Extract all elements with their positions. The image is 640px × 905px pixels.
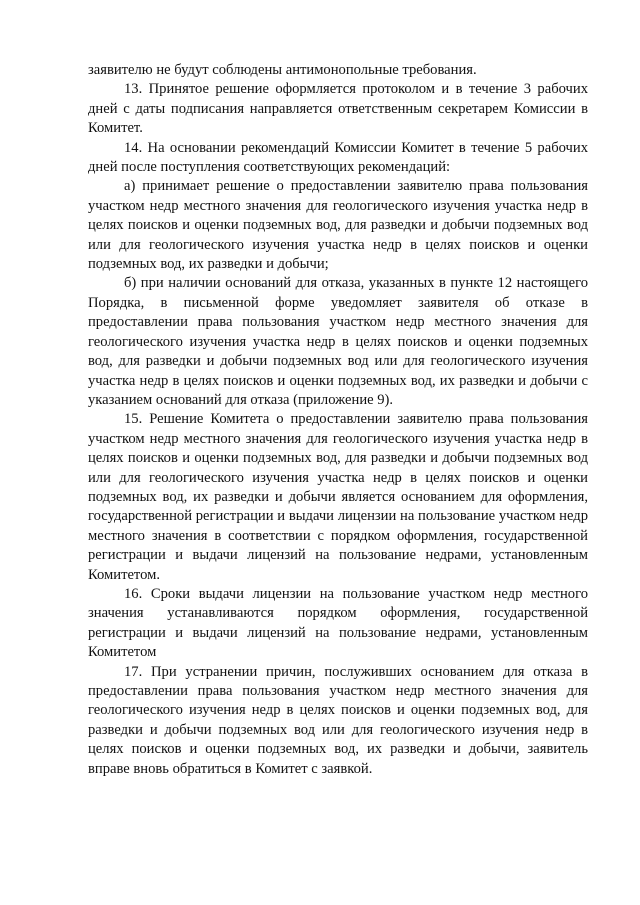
paragraph-14-b: б) при наличии оснований для отказа, указанных в пункте 12 настоящего Порядка, в письменной форме уведомляет заявителя об отказе в предоставлении права пользования участком недр местного значения для геологического изучения участка недр в целях поисков и оценки подземных вод, для разведки и добычи подземных вод или для геологического изучения участка недр в целях поисков и оценки подземных вод, их разведки и добычи с указанием оснований для отказа (приложение 9). (88, 275, 588, 408)
paragraph-14: 14. На основании рекомендаций Комиссии Комитет в течение 5 рабочих дней после поступления соответствующих рекомендаций: (88, 139, 588, 176)
paragraph-16: 16. Сроки выдачи лицензии на пользование участком недр местного значения устанавливаются порядком оформления, государственной регистрации и выдачи лицензий на пользование недрами, установленным Комитетом (88, 585, 588, 661)
paragraph-continuation: заявителю не будут соблюдены антимонопольные требования. (88, 62, 477, 78)
paragraph-15: 15. Решение Комитета о предоставлении заявителю права пользования участком недр местного значения для геологического изучения участка недр в целях поисков и оценки подземных вод, для разведки и добычи подземных вод или для геологического изучения участка недр в целях поисков и оценки подземных вод, их разведки и добычи является основанием для оформления, государственной регистрации и выдачи лицензии на пользование участком недр местного значения в соответствии с порядком оформления, государственной регистрации и выдачи лицензий на пользование недрами, установленным Комитетом. (88, 411, 588, 583)
paragraph-17: 17. При устранении причин, послуживших основанием для отказа в предоставлении права пользования участком недр местного значения для геологического изучения недр в целях поисков и оценки подземных вод, для разведки и добычи подземных вод или для геологического изучения недр в целях поисков и оценки подземных вод, их разведки и добычи, заявитель вправе вновь обратиться в Комитет с заявкой. (88, 663, 588, 777)
paragraph-13: 13. Принятое решение оформляется протоколом и в течение 3 рабочих дней с даты подписания направляется ответственным секретарем Комиссии в Комитет. (88, 81, 588, 137)
paragraph-14-a: а) принимает решение о предоставлении заявителю права пользования участком недр местного значения для геологического изучения участка недр в целях поисков и оценки подземных вод, для разведки и добычи подземных вод или для геологического изучения участка недр в целях поисков и оценки подземных вод, их разведки и добычи; (88, 178, 588, 273)
document-page (88, 61, 588, 779)
